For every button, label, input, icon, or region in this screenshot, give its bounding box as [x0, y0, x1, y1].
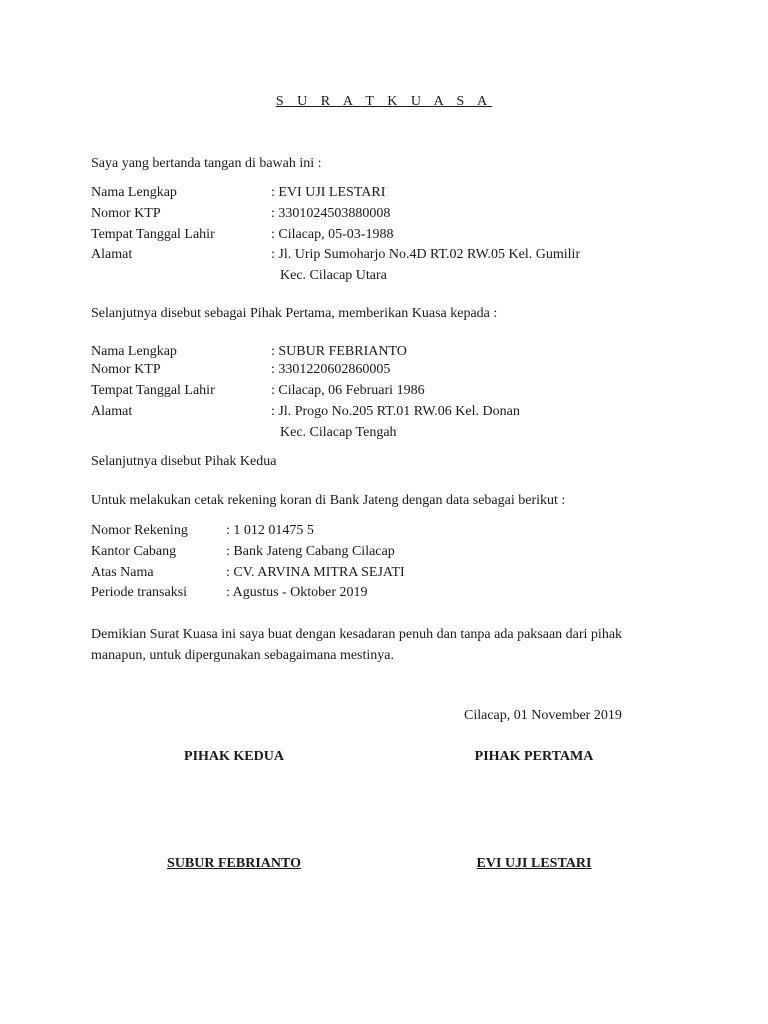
field-label: Atas Nama — [91, 565, 154, 580]
field-value: : CV. ARVINA MITRA SEJATI — [226, 565, 405, 580]
right-signature-heading: PIHAK PERTAMA — [474, 749, 594, 764]
field-value: : Cilacap, 06 Februari 1986 — [271, 383, 425, 398]
field-label: Nomor KTP — [91, 206, 161, 221]
field-value: : 1 012 01475 5 — [226, 523, 314, 538]
field-value: : Bank Jateng Cabang Cilacap — [226, 544, 395, 559]
field-label: Tempat Tanggal Lahir — [91, 383, 215, 398]
field-label: Tempat Tanggal Lahir — [91, 227, 215, 242]
field-value: : Agustus - Oktober 2019 — [226, 585, 368, 600]
field-value: : Cilacap, 05-03-1988 — [271, 227, 394, 242]
field-value: : 3301024503880008 — [271, 206, 391, 221]
field-value: : Jl. Progo No.205 RT.01 RW.06 Kel. Donan — [271, 404, 520, 419]
field-label: Kantor Cabang — [91, 544, 177, 559]
intro-text: Saya yang bertanda tangan di bawah ini : — [91, 156, 322, 171]
closing-text-line-1: Demikian Surat Kuasa ini saya buat dengan kesadaran penuh dan tanpa ada paksaan dari pihak — [91, 627, 623, 642]
purpose-text: Untuk melakukan cetak rekening koran di Bank Jateng dengan data sebagai berikut : — [91, 493, 566, 508]
closing-text-line-2: manapun, untuk dipergunakan sebagaimana mestinya. — [91, 648, 394, 663]
field-value: : 3301220602860005 — [271, 362, 391, 377]
second-party-note: Selanjutnya disebut Pihak Kedua — [91, 454, 277, 469]
first-party-note: Selanjutnya disebut sebagai Pihak Pertama, memberikan Kuasa kepada : — [91, 306, 498, 321]
field-label: Alamat — [91, 247, 133, 262]
address-continuation: Kec. Cilacap Tengah — [280, 425, 397, 440]
left-signatory-name-text: SUBUR FEBRIANTO — [167, 856, 301, 871]
field-label: Alamat — [91, 404, 133, 419]
place-date: Cilacap, 01 November 2019 — [464, 708, 622, 723]
right-signatory-name-text: EVI UJI LESTARI — [476, 856, 592, 871]
left-signatory-name — [134, 855, 334, 873]
right-signatory-name — [434, 855, 634, 873]
field-label: Nama Lengkap — [91, 185, 177, 200]
left-signature-heading: PIHAK KEDUA — [184, 749, 284, 764]
field-label: Nomor Rekening — [91, 523, 188, 538]
field-value: : Jl. Urip Sumoharjo No.4D RT.02 RW.05 Kel. Gumilir — [271, 247, 581, 262]
field-label: Periode transaksi — [91, 585, 188, 600]
document-title: S U R A T K U A S A — [275, 94, 493, 109]
address-continuation: Kec. Cilacap Utara — [280, 268, 387, 283]
field-label: Nomor KTP — [91, 362, 161, 377]
field-label: Nama Lengkap — [91, 344, 177, 359]
field-value: : SUBUR FEBRIANTO — [271, 344, 407, 359]
field-value: : EVI UJI LESTARI — [271, 185, 386, 200]
